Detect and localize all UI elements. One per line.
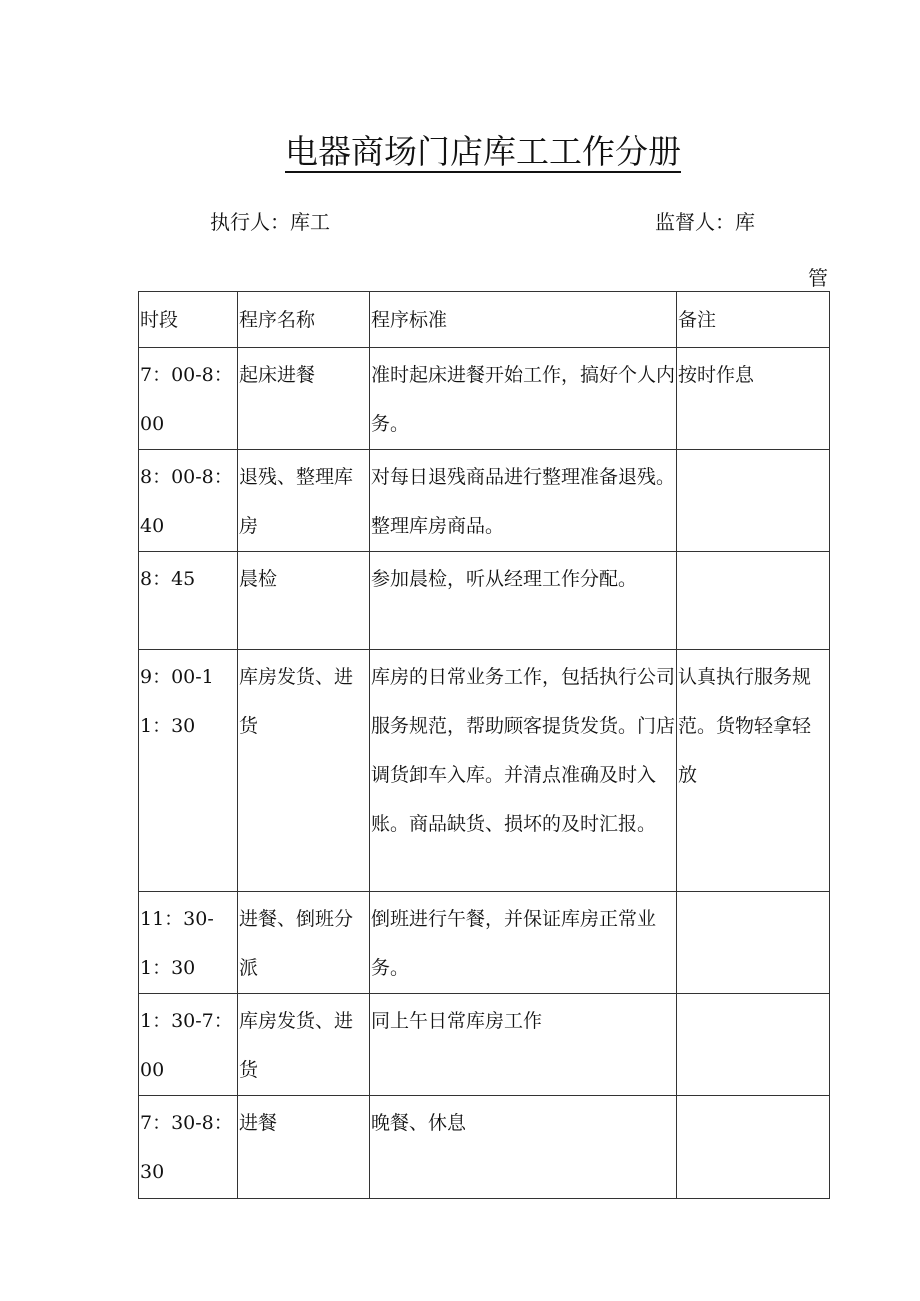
cell-note	[677, 552, 830, 650]
cell-note	[677, 1096, 830, 1199]
cell-time-text: 1：30-7：00	[140, 1010, 233, 1081]
table-row	[139, 1096, 830, 1199]
cell-name-text: 进餐、倒班分派	[239, 908, 354, 979]
cell-time-text: 7：30-8：30	[140, 1112, 233, 1183]
supervisor-label-continued: 管	[808, 266, 828, 290]
cell-name-text: 起床进餐	[239, 364, 316, 386]
cell-note-text: 认真执行服务规范。货物轻拿轻放	[678, 666, 812, 786]
schedule-table	[138, 291, 830, 1199]
executor-label: 执行人：库工	[210, 210, 330, 234]
cell-name-text: 库房发货、进货	[239, 666, 354, 737]
cell-time	[139, 1096, 238, 1199]
cell-name	[238, 552, 370, 650]
cell-standard-text: 库房的日常业务工作，包括执行公司服务规范，帮助顾客提货发货。门店调货卸车入库。并清点准确及时入账。商品缺货、损坏的及时汇报。	[371, 666, 676, 835]
cell-name	[238, 994, 370, 1096]
cell-time-text: 11：30-1：30	[140, 908, 214, 979]
cell-note	[677, 994, 830, 1096]
table-row	[139, 892, 830, 994]
cell-name	[238, 1096, 370, 1199]
cell-time-text: 8：45	[140, 568, 196, 590]
cell-name-text: 退残、整理库房	[239, 466, 354, 537]
cell-standard	[370, 348, 677, 450]
cell-time-text: 9：00-11：30	[140, 666, 214, 737]
cell-name-text: 库房发货、进货	[239, 1010, 354, 1081]
document-title-text: 电器商场门店库工工作分册	[285, 132, 681, 171]
cell-time	[139, 348, 238, 450]
header-time: 时段	[139, 292, 238, 348]
cell-time	[139, 994, 238, 1096]
cell-time	[139, 552, 238, 650]
cell-name-text: 晨检	[239, 568, 278, 590]
cell-name	[238, 348, 370, 450]
cell-standard-text: 同上午日常库房工作	[371, 1010, 543, 1032]
cell-time-text: 7：00-8：00	[140, 364, 233, 435]
table-row	[139, 348, 830, 450]
document-title	[0, 128, 920, 176]
cell-time-text: 8：00-8：40	[140, 466, 233, 537]
cell-standard	[370, 994, 677, 1096]
table-row	[139, 450, 830, 552]
cell-standard-text: 准时起床进餐开始工作，搞好个人内务。	[371, 364, 676, 435]
header-procedure-name: 程序名称	[238, 292, 370, 348]
cell-name-text: 进餐	[239, 1112, 278, 1134]
table-row	[139, 994, 830, 1096]
cell-standard-text: 倒班进行午餐，并保证库房正常业务。	[371, 908, 657, 979]
cell-standard	[370, 450, 677, 552]
cell-time	[139, 650, 238, 892]
cell-note	[677, 650, 830, 892]
cell-standard	[370, 892, 677, 994]
cell-note	[677, 450, 830, 552]
cell-time	[139, 450, 238, 552]
cell-note	[677, 348, 830, 450]
header-procedure-standard: 程序标准	[370, 292, 677, 348]
cell-standard-text: 晚餐、休息	[371, 1112, 467, 1134]
cell-note	[677, 892, 830, 994]
cell-standard	[370, 552, 677, 650]
table-header-row	[139, 292, 830, 348]
cell-time	[139, 892, 238, 994]
table-row	[139, 552, 830, 650]
cell-name	[238, 450, 370, 552]
cell-name	[238, 650, 370, 892]
cell-name	[238, 892, 370, 994]
supervisor-label: 监督人：库	[655, 210, 755, 234]
table-row	[139, 650, 830, 892]
cell-standard	[370, 1096, 677, 1199]
cell-note-text: 按时作息	[678, 364, 755, 386]
cell-standard-text: 参加晨检，听从经理工作分配。	[371, 568, 638, 590]
cell-standard	[370, 650, 677, 892]
header-note: 备注	[677, 292, 830, 348]
cell-standard-text: 对每日退残商品进行整理准备退残。整理库房商品。	[371, 466, 676, 537]
